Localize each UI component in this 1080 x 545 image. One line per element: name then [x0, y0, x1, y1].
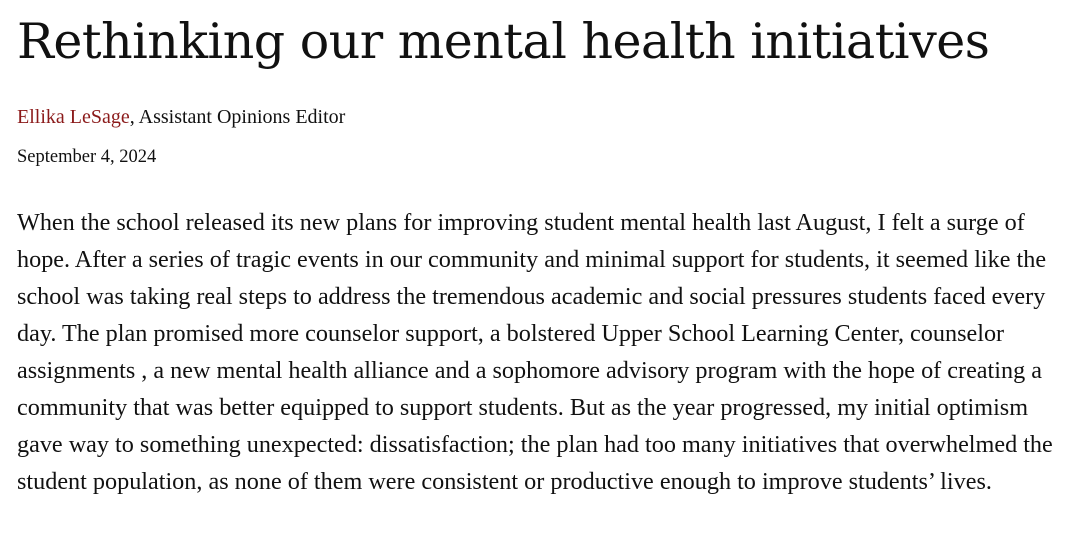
author-link[interactable]: Ellika LeSage [17, 106, 130, 128]
publish-date: September 4, 2024 [17, 147, 157, 167]
article-headline: Rethinking our mental health initiatives [17, 13, 990, 70]
article-paragraph: When the school released its new plans for improving student mental health last August, I felt a surge of hope. After a series of tragic events in our community and minimal support for students, it seemed like the school was taking real steps to address the tremendous academic and social pressures students faced every day. The plan promised more counselor support, a bolstered Upper School Learning Center, counselor assignments , a new mental health alliance and a sophomore advisory program with the hope of creating a community that was better equipped to support students. But as the year progressed, my initial optimism gave way to something unexpected: dissatisfaction; the plan had too many initiatives that overwhelmed the student population, as none of them were consistent or productive enough to improve students’ lives. [17, 209, 1053, 495]
byline-separator: , [129, 106, 139, 128]
author-role: Assistant Opinions Editor [138, 106, 346, 128]
byline [17, 104, 345, 130]
